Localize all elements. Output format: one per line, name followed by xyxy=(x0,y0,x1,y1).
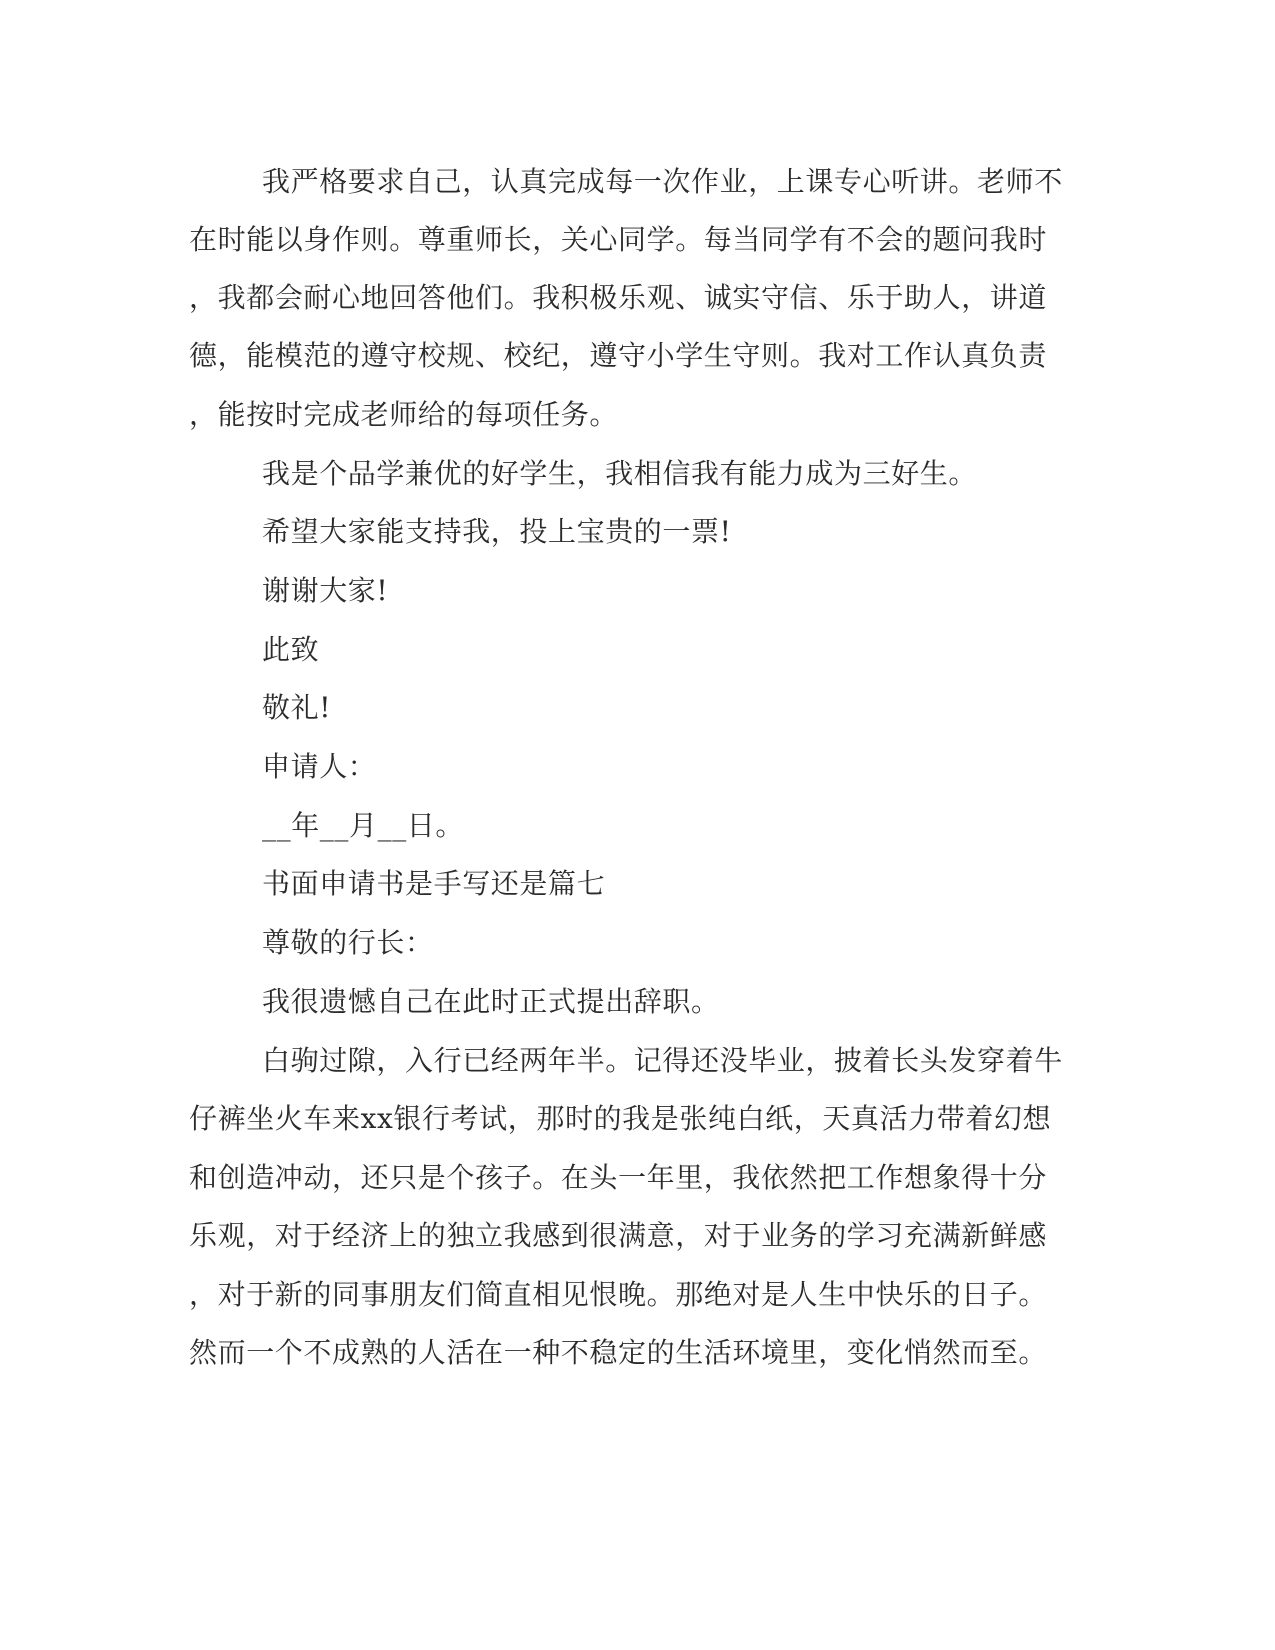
salutation: 尊敬的行长： xyxy=(262,926,434,959)
section-heading: 书面申请书是手写还是篇七 xyxy=(262,867,606,900)
date-line: __年__月__日。 xyxy=(262,809,465,842)
text-line: 德，能模范的遵守校规、校纪，遵守小学生守则。我对工作认真负责 xyxy=(189,339,1048,372)
text-line: 乐观，对于经济上的独立我感到很满意，对于业务的学习充满新鲜感 xyxy=(189,1219,1048,1252)
text-line: 此致 xyxy=(262,633,320,666)
text-line: 在时能以身作则。尊重师长，关心同学。每当同学有不会的题问我时 xyxy=(189,223,1048,256)
text-line: 我很遗憾自己在此时正式提出辞职。 xyxy=(262,985,720,1018)
text-line: 然而一个不成熟的人活在一种不稳定的生活环境里，变化悄然而至。 xyxy=(189,1336,1048,1369)
text-line: 我是个品学兼优的好学生，我相信我有能力成为三好生。 xyxy=(262,457,978,490)
text-line: 仔裤坐火车来xx银行考试，那时的我是张纯白纸，天真活力带着幻想 xyxy=(189,1102,1052,1135)
text-line: 白驹过隙，入行已经两年半。记得还没毕业，披着长头发穿着牛 xyxy=(262,1044,1063,1077)
text-line: 申请人： xyxy=(262,750,377,783)
text-line: ，对于新的同事朋友们简直相见恨晚。那绝对是人生中快乐的日子。 xyxy=(189,1278,1048,1311)
text-line: 我严格要求自己，认真完成每一次作业，上课专心听讲。老师不 xyxy=(262,165,1063,198)
text-line: 谢谢大家! xyxy=(262,574,389,607)
text-line: ，我都会耐心地回答他们。我积极乐观、诚实守信、乐于助人，讲道 xyxy=(189,281,1048,314)
text-line: 和创造冲动，还只是个孩子。在头一年里，我依然把工作想象得十分 xyxy=(189,1161,1048,1194)
text-line: 敬礼! xyxy=(262,691,332,724)
text-line: 希望大家能支持我，投上宝贵的一票! xyxy=(262,515,732,548)
text-line: ，能按时完成老师给的每项任务。 xyxy=(189,398,619,431)
